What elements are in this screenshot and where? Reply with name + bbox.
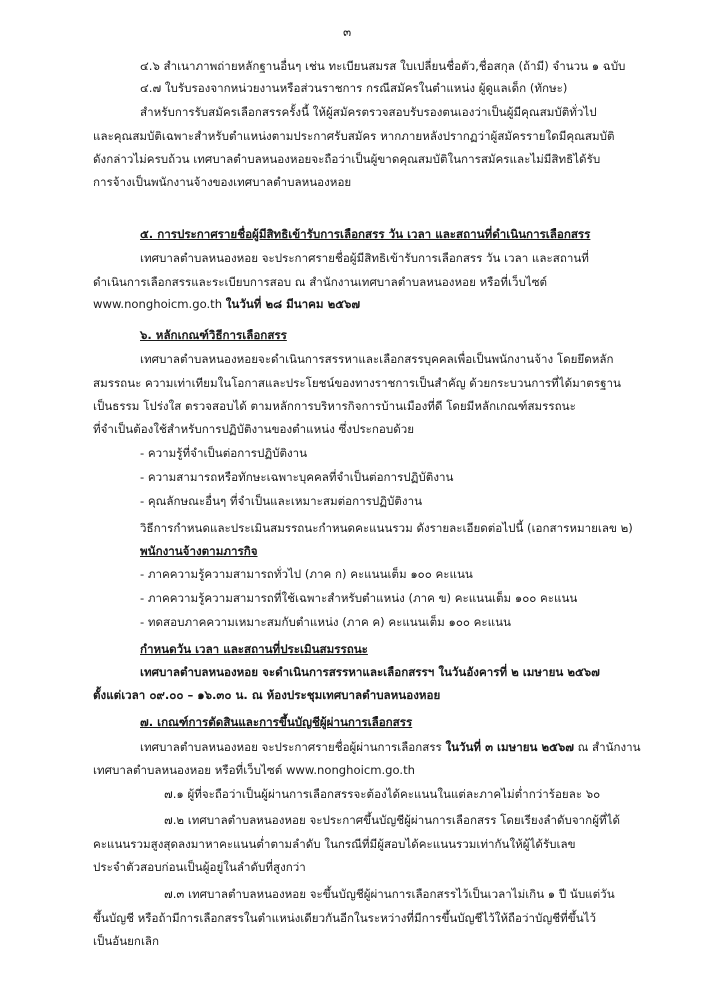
paragraph-line: เทศบาลตำบลหนองหอย หรือที่เว็บไซต์ www.nonghoicm.go.th	[93, 763, 415, 777]
subheading-employee-type: พนักงานจ้างตามภารกิจ	[140, 544, 258, 558]
paragraph-line: ขึ้นบัญชี หรือถ้ามีการเลือกสรรในตำแหน่งเดียวกันอีกในระหว่างที่มีการขึ้นบัญชีไว้ให้ถือว่าบัญชีที่ขึ้นไว้	[93, 911, 596, 925]
section-6-heading: ๖. หลักเกณฑ์วิธีการเลือกสรร	[140, 328, 287, 342]
website-text: www.nonghoicm.go.th	[93, 297, 226, 311]
item-4-7: ๔.๗ ใบรับรองจากหน่วยงานหรือส่วนราชการ กรณีสมัครในตำแหน่ง ผู้ดูแลเด็ก (ทักษะ)	[140, 81, 568, 95]
schedule-line: ตั้งแต่เวลา ๐๙.๐๐ – ๑๖.๓๐ น. ณ ห้องประชุมเทศบาลตำบลหนองหอย	[93, 688, 441, 702]
item-7-3: ๗.๓ เทศบาลตำบลหนองหอย จะขึ้นบัญชีผู้ผ่านการเลือกสรรไว้เป็นเวลาไม่เกิน ๑ ปี นับแต่วัน	[164, 887, 615, 901]
list-item: - ภาคความรู้ความสามารถที่ใช้เฉพาะสำหรับตำแหน่ง (ภาค ข) คะแนนเต็ม ๑๐๐ คะแนน	[140, 591, 578, 605]
list-item: - ทดสอบภาคความเหมาะสมกับตำแหน่ง (ภาค ค) คะแนนเต็ม ๑๐๐ คะแนน	[140, 615, 511, 629]
paragraph-line: ดังกล่าวไม่ครบถ้วน เทศบาลตำบลหนองหอยจะถือว่าเป็นผู้ขาดคุณสมบัติในการสมัครและไม่มีสิทธิได้รับ	[93, 152, 601, 166]
list-item: - ความรู้ที่จำเป็นต่อการปฏิบัติงาน	[140, 446, 308, 460]
list-item: - ภาคความรู้ความสามารถทั่วไป (ภาค ก) คะแนนเต็ม ๑๐๐ คะแนน	[140, 567, 473, 581]
paragraph-line: เทศบาลตำบลหนองหอยจะดำเนินการสรรหาและเลือกสรรบุคคลเพื่อเป็นพนักงานจ้าง โดยยึดหลัก	[140, 352, 614, 366]
page-number: ๓	[343, 25, 352, 39]
paragraph-line: เป็นอันยกเลิก	[93, 934, 160, 948]
section-7-heading: ๗. เกณฑ์การตัดสินและการขึ้นบัญชีผู้ผ่านการเลือกสรร	[140, 715, 413, 729]
paragraph-line: เป็นธรรม โปร่งใส ตรวจสอบได้ ตามหลักการบริหารกิจการบ้านเมืองที่ดี โดยมีหลักเกณฑ์สมรรถนะ	[93, 399, 576, 413]
paragraph-line	[93, 296, 360, 312]
subheading-schedule: กำหนดวัน เวลา และสถานที่ประเมินสมรรถนะ	[140, 642, 368, 656]
section-5-heading: ๕. การประกาศรายชื่อผู้มีสิทธิเข้ารับการเลือกสรร วัน เวลา และสถานที่ดำเนินการเลือกสรร	[140, 227, 591, 241]
announcement-date: ในวันที่ ๒๘ มีนาคม ๒๕๖๗	[225, 297, 361, 311]
paragraph-text: ณ สำนักงาน	[573, 740, 641, 754]
paragraph-line: สมรรถนะ ความเท่าเทียมในโอกาสและประโยชน์ของทางราชการเป็นสำคัญ ด้วยกระบวนการที่ได้มาตรฐาน	[93, 376, 621, 390]
item-7-2: ๗.๒ เทศบาลตำบลหนองหอย จะประกาศขึ้นบัญชีผู้ผ่านการเลือกสรร โดยเรียงลำดับจากผู้ที่ได้	[164, 813, 620, 827]
paragraph-text: เทศบาลตำบลหนองหอย จะประกาศรายชื่อผู้ผ่านการเลือกสรร	[140, 740, 446, 754]
paragraph-line: ที่จำเป็นต้องใช้สำหรับการปฏิบัติงานของตำแหน่ง ซึ่งประกอบด้วย	[93, 422, 415, 436]
paragraph-line: คะแนนรวมสูงสุดลงมาหาคะแนนต่ำตามลำดับ ในกรณีที่มีผู้สอบได้คะแนนรวมเท่ากันให้ผู้ได้รับเลข	[93, 837, 576, 851]
paragraph-line: วิธีการกำหนดและประเมินสมรรถนะกำหนดคะแนนรวม ดังรายละเอียดต่อไปนี้ (เอกสารหมายเลข ๒)	[140, 521, 633, 535]
schedule-line: เทศบาลตำบลหนองหอย จะดำเนินการสรรหาและเลือกสรรฯ ในวันอังคารที่ ๒ เมษายน ๒๕๖๗	[140, 665, 600, 679]
paragraph-line: ประจำตัวสอบก่อนเป็นผู้อยู่ในลำดับที่สูงกว่า	[93, 860, 306, 874]
list-item: - ความสามารถหรือทักษะเฉพาะบุคคลที่จำเป็นต่อการปฏิบัติงาน	[140, 470, 454, 484]
paragraph-line: ดำเนินการเลือกสรรและระเบียบการสอบ ณ สำนักงานเทศบาลตำบลหนองหอย หรือที่เว็บไซต์	[93, 275, 548, 289]
paragraph-line: สำหรับการรับสมัครเลือกสรรครั้งนี้ ให้ผู้สมัครตรวจสอบรับรองตนเองว่าเป็นผู้มีคุณสมบัติทั่วไป	[140, 105, 597, 119]
paragraph-line: เทศบาลตำบลหนองหอย จะประกาศรายชื่อผู้มีสิทธิเข้ารับการเลือกสรร วัน เวลา และสถานที่	[140, 251, 589, 265]
paragraph-line	[140, 739, 641, 755]
result-date: ในวันที่ ๓ เมษายน ๒๕๖๗	[445, 740, 574, 754]
item-4-6: ๔.๖ สำเนาภาพถ่ายหลักฐานอื่นๆ เช่น ทะเบียนสมรส ใบเปลี่ยนชื่อตัว,ชื่อสกุล (ถ้ามี) จำนวน ๑ ฉบับ	[140, 59, 626, 73]
list-item: - คุณลักษณะอื่นๆ ที่จำเป็นและเหมาะสมต่อการปฏิบัติงาน	[140, 494, 423, 508]
paragraph-line: และคุณสมบัติเฉพาะสำหรับตำแหน่งตามประกาศรับสมัคร หากภายหลังปรากฏว่าผู้สมัครรายใดมีคุณสมบัติ	[93, 129, 615, 143]
item-7-1: ๗.๑ ผู้ที่จะถือว่าเป็นผู้ผ่านการเลือกสรรจะต้องได้คะแนนในแต่ละภาคไม่ต่ำกว่าร้อยละ ๖๐	[164, 787, 601, 801]
paragraph-line: การจ้างเป็นพนักงานจ้างของเทศบาลตำบลหนองหอย	[93, 175, 352, 189]
